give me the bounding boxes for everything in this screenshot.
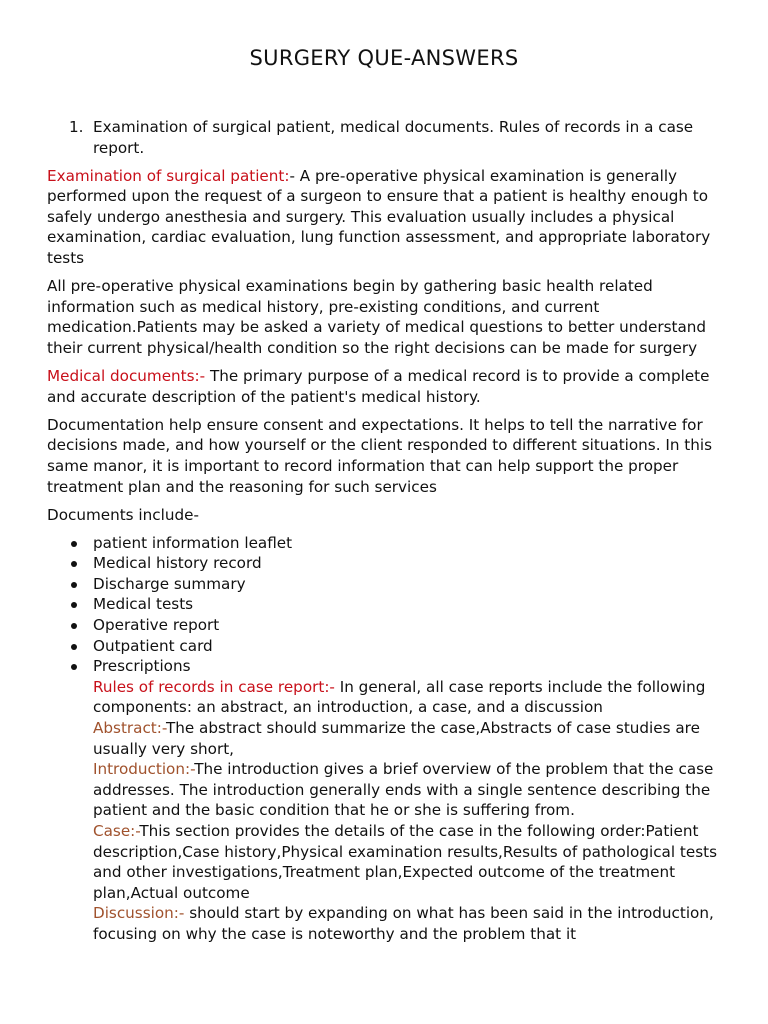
discussion-paragraph	[93, 903, 737, 944]
case-heading: Case:-	[93, 822, 140, 840]
introduction-paragraph	[93, 759, 737, 821]
documents-include-label: Documents include-	[47, 505, 199, 524]
documents-list	[47, 533, 737, 677]
rules-section	[47, 677, 737, 945]
discussion-body: should start by expanding on what has been said in the introduction, focusing on why the case is noteworthy and the problem that it	[93, 904, 714, 943]
examination-body: A pre-operative physical examination is generally performed upon the request of a surgeon to ensure that a patient is healthy enough to safely undergo anesthesia and surgery. This evaluation usually includes a physical examination, cardiac evaluation, lung function assessment, and appropriate laboratory tests	[47, 166, 711, 268]
list-item: Outpatient card	[47, 636, 737, 657]
list-item: patient information leaflet	[47, 533, 737, 554]
case-body: This section provides the details of the case in the following order:Patient description,Case history,Physical examination results,Results of pathological tests and other investigations,Treatment plan,Expected outcome of the treatment plan,Actual outcome	[93, 822, 717, 902]
introduction-heading: Introduction:-	[93, 760, 195, 779]
examination-paragraph	[47, 166, 737, 269]
page-title: SURGERY QUE-ANSWERS	[249, 46, 519, 70]
abstract-heading: Abstract:-	[93, 719, 166, 738]
examination-heading: Examination of surgical patient:	[47, 166, 290, 185]
rules-body: In general, all case reports include the following components: an abstract, an introduction, a case, and a discussion	[93, 677, 706, 717]
examination-heading-tail: -	[289, 166, 300, 185]
list-item: Operative report	[47, 615, 737, 636]
list-item: Discharge summary	[47, 574, 737, 595]
discussion-heading: Discussion:-	[93, 904, 190, 923]
question-text: Examination of surgical patient, medical documents. Rules of records in a case report.	[93, 118, 694, 157]
documentation-paragraph: Documentation help ensure consent and expectations. It helps to tell the narrative for decisions made, and how yourself or the client responded to different situations. In this same manor, it is important to record information that can help support the proper treatment plan and the reasoning for such services	[47, 415, 713, 496]
rules-heading: Rules of records in case report:-	[93, 677, 340, 696]
abstract-paragraph	[93, 718, 737, 759]
introduction-body: The introduction gives a brief overview of the problem that the case addresses. The introduction generally ends with a single sentence describing the patient and the basic condition that he or she is suffering from.	[93, 760, 714, 820]
document-body	[47, 117, 737, 945]
list-item: Medical history record	[47, 553, 737, 574]
question-1	[47, 117, 737, 158]
case-paragraph	[93, 821, 737, 903]
medical-documents-paragraph	[47, 366, 737, 407]
pre-op-paragraph: All pre-operative physical examinations begin by gathering basic health related information such as medical history, pre-existing conditions, and current medication.Patients may be asked a variety of medical questions to better understand their current physical/health condition so the right decisions can be made for surgery	[47, 277, 707, 357]
list-item: Prescriptions	[47, 656, 737, 677]
medical-documents-heading: Medical documents:-	[47, 367, 210, 386]
abstract-body: The abstract should summarize the case,Abstracts of case studies are usually very short,	[93, 719, 700, 758]
rules-paragraph	[93, 677, 737, 718]
medical-documents-body: The primary purpose of a medical record is to provide a complete and accurate description of the patient's medical history.	[47, 367, 710, 406]
question-number: 1.	[69, 118, 84, 136]
list-item: Medical tests	[47, 594, 737, 615]
